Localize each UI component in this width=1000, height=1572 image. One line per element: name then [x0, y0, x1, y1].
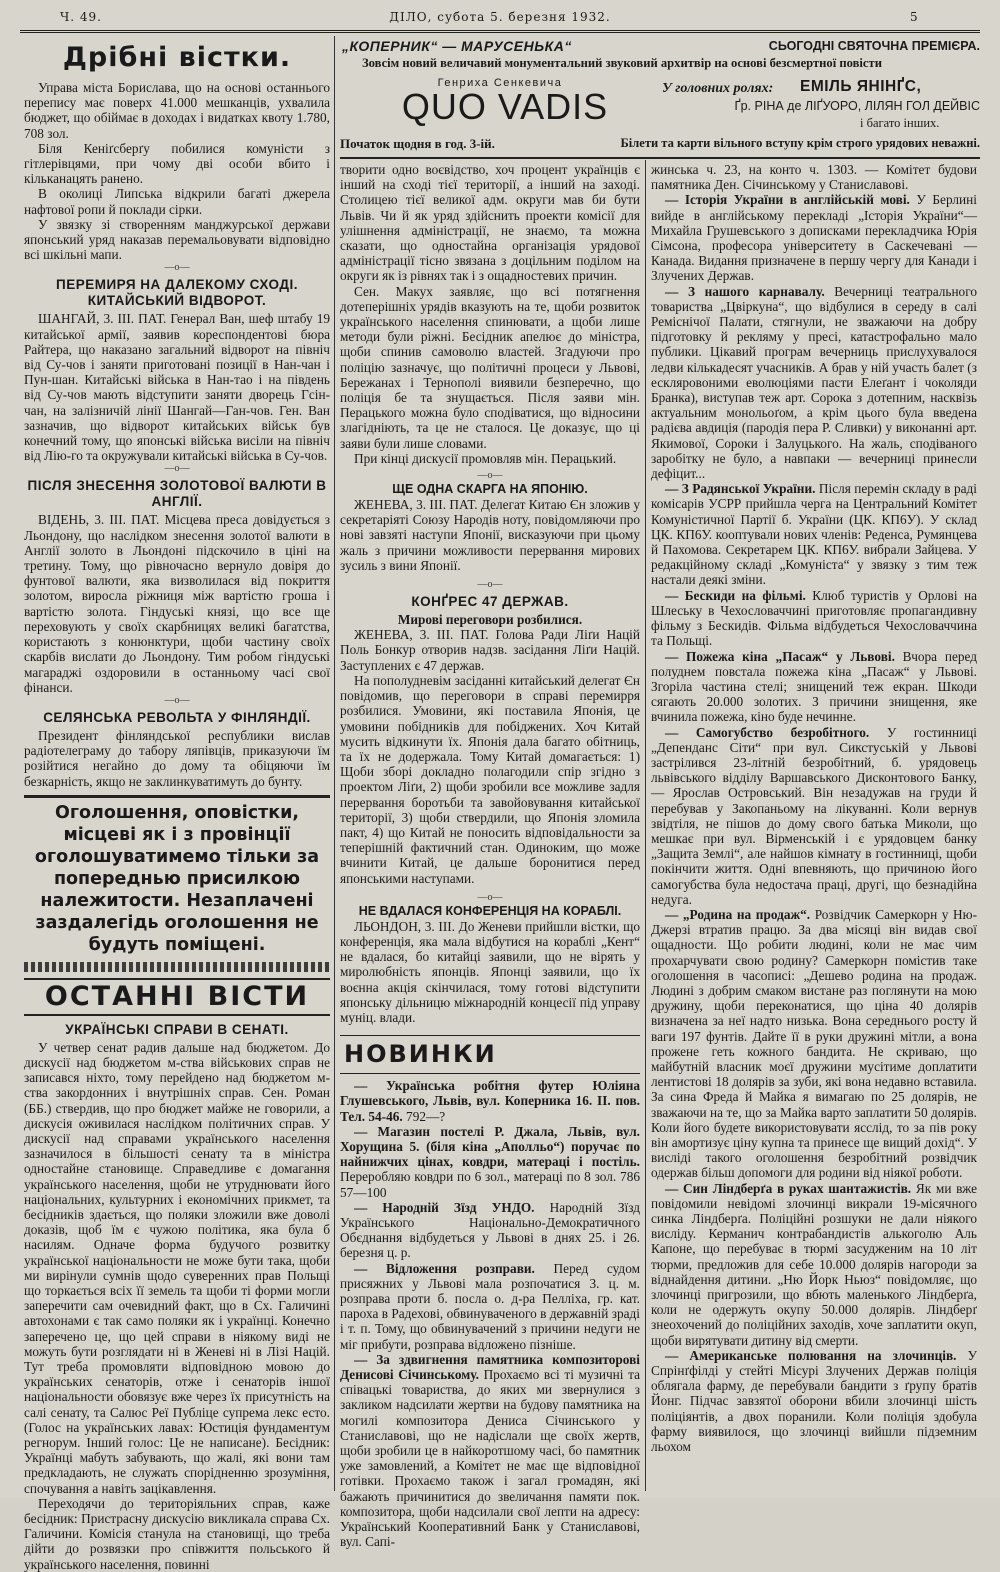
news-item: [651, 1348, 977, 1454]
article-body: На пополудневім засіданні китайський делегат Єн повідомив, що переговори в справі перемирря розбилися. Умовини, які поставила Японія, це умовини побідників для побіджених. Хоч Китай мусить відкинути їх. Японія дала багато обітниць, та їх не додержала. Тому Китай домагається: 1) Щоби зборі докладно полагодили спір згідно з проектом Ліґи, 2) щоби зробили все можливе задля перервання боротьби та завойовування китайської території, 3) щоби ствердили, що Японія зломила пакт, 4) що Китай не поносить відповідальности за теперішній фактичний стан. Одиноким, що може вчинити Китай, це дальше боронитися перед японськими наступами.: [340, 672, 640, 886]
news-item-lead: — Син Ліндберґа в руках шантажистів.: [665, 1180, 912, 1196]
news-item-lead: — Магазин постелі Р. Джала, Львів, вул. Хорущина 5. (біля кіна „Аполльо“) поручає по найнижчих цінах, ковдри, матераці і постіль.: [340, 1123, 640, 1170]
article-body: У четвер сенат радив дальше над бюджетом. До дискусії над бюджетом м-ства військових справ не записався ніхто, тому перейдено над бюджетом м-ства закордонних і внутрішніх справ. Сен. Роман (ББ.) ствердив, що про бюджет майже не говорили, а дискусія оживилася наслідком політичних справ. У дискусії над справами українського населення зазначилося в більшості сенату та в міністра одностайне становище. Справедливе є домагання українського населення, щоби не утруднювати його національних, культурних і економічних прикмет, та бесідників здається, що поляки зложили вже доволі доказів, щоб їм є чужою політика, яка була б насилям. Одначе форма будучого розвитку української національности не може бути така, щоби ми вирінули сумнів щодо суверенних прав Польщі що торкається всіх її земель та щоби ті форми могли заперечити сам очевидний факт, що в Сх. Галичині автохонами є так само поляки як і українці. Конечно заперечено це, що цей справи в ніякому виді не можуть бути розглядати ні в Женеві ні в Лізі Націй. Тут треба промовляти відповідною мовою до українських сенаторів, отже і сенаторів іншої національности обовязує вже через їх присутність на салі сенату, та Салюс Реї Публіце супрема лекс есто. (Голос на українських лавах: Юстиція фундаментум регнорум. Інший голос: Це не написане). Бесідник: Українці мабуть забувають, що жалі, які вони там предкладають, не служать спорідненню зрозуміння, спочування а навіть зацікавлення.: [24, 1039, 330, 1496]
news-item: [340, 1078, 640, 1124]
news-item: [651, 588, 977, 649]
separator: —o—: [164, 262, 190, 274]
news-item: [651, 192, 977, 283]
section-heading: ПЕРЕМИРЯ НА ДАЛЕКОМУ СХОДІ. КИТАЙСЬКИЙ ВІДВОРОТ.: [55, 277, 298, 309]
news-item-lead: — За здвигнення памятника композиторові Денисові Січинському.: [340, 1351, 640, 1383]
premiere-label: СЬОГОДНІ СВЯТОЧНА ПРЕМІЄРА.: [768, 39, 980, 53]
news-item-lead: — „Родина на продаж“.: [665, 906, 811, 922]
section-subheading: Мирові переговори розбилися.: [397, 612, 583, 628]
news-item: [651, 907, 977, 1181]
news-item-text: 792—?: [402, 1108, 446, 1124]
cinema-name: „КОПЕРНИК“ — МАРУСЕНЬКА“: [342, 38, 572, 54]
article-body: При кінці дискусії промовляв мін. Перацький.: [354, 450, 617, 466]
novelties-title: НОВИНКИ: [344, 1040, 497, 1069]
film-title: QUO VADIS: [401, 86, 609, 127]
news-item-lead: — Народній Зїзд УНДО.: [354, 1199, 535, 1215]
article-body: Переходячи до територіяльних справ, каже бесідник: Пристрасну дискусію викликала справа Сх. Галичини. Комісія станула на становищі, що треба дійти до розвязки про співжиття польського й українського населення, повинні: [24, 1495, 330, 1572]
header-rule: [20, 30, 980, 33]
news-item-lead: — Самогубство безробітного.: [665, 724, 870, 740]
news-item-text: Клюб туристів у Орлові на Шлеську в Чехословаччині приготовляє пропагандивну фільму з Бескидів. Фільма відбудеться Чехословаччина та Польщі.: [651, 587, 977, 649]
news-item: В околиці Липська відкрили багаті джерела нафтової ропи й поклади сірки.: [24, 186, 330, 217]
separator: —o—: [477, 470, 503, 482]
cast-more: і багато інших.: [860, 116, 940, 130]
ornament-border: [24, 962, 330, 972]
separator: —o—: [477, 891, 503, 903]
news-item-lead: — Пожежа кіна „Пасаж“ у Львові.: [665, 648, 895, 664]
ticket-notice: Білети та карти вільного вступу крім строго урядових неважні.: [620, 136, 980, 150]
section-heading: ПІСЛЯ ЗНЕСЕННЯ ЗОЛОТОВОЇ ВАЛЮТИ В АНГЛІЇ.: [27, 478, 327, 510]
article-body: Сен. Макух заявляє, що всі потягнення дотеперішніх урядів вказують на те, щоби розвиток українського населення спинювати, а щоби лише методи були ріжні. Бесідник апелює до міністра, щоби спинив самоволю властей. Згадуючи про поліцію зазначує, що політичні процеси у Львові, Бережанах і Тернополі виявили безперечно, що поліція бе та знущається. Після заяви мін. Перацького можна було сподіватися, що відносини злагідніють, та це не сталося. Це доказує, що ці заяви були лише словами.: [340, 283, 640, 451]
masthead: ДІЛО, субота 5. березня 1932.: [389, 10, 611, 24]
news-item-lead: — Історія України в англійській мові.: [665, 192, 910, 208]
news-item: [340, 1124, 640, 1200]
showtime: Початок щодня в год. 3-ій.: [340, 136, 495, 151]
news-item: [651, 725, 977, 907]
news-item: [651, 1181, 977, 1348]
column-rule: [334, 36, 335, 1491]
news-item-text: Народній Зїзд Українського Національно-Демократичного Обєднання відбудеться у Львові в днях 25. і 26. березня ц. р.: [340, 1199, 640, 1261]
article-body: ЖЕНЕВА, 3. ІІІ. ПАТ. Голова Ради Ліґи Націй Поль Бонкур отворив надзв. засідання Ліґи Націй. Заступлених є 47 держав.: [340, 627, 640, 673]
news-item-lead: — Американське полювання на злочинців.: [665, 1347, 957, 1363]
news-item-text: Переробляю ковдри по 6 зол., матераці по 8 зол. 786 57—100: [340, 1169, 640, 1200]
advert-notice: Оголошення, оповістки, місцеві як і з провінції оголошуватимемо тільки за попереднью присилкою належитости. Незаплачені заздалегідь оголошення не будуть поміщені.: [34, 802, 320, 955]
section-heading: СЕЛЯНСЬКА РЕВОЛЬТА У ФІНЛЯНДІЇ.: [43, 709, 311, 725]
news-item-text: Перед судом присяжних у Львові мала розпочатися 3. ц. м. розправа проти б. посла о. д-ра Пелліха, гр. кат. пароха в Радехові, обвинуваченого в державній зраді і т. п. Тому, що обвинувачений з причини недуги не міг прибути, розправа відложено пізніше.: [340, 1260, 640, 1352]
news-item: Управа міста Борислава, що на основі останнього перепису має поверх 41.000 мешканців, ухвалила бюджет, що обіймає в доходах і видатках квоту 1.780, 708 зол.: [24, 80, 330, 141]
left-column: [24, 36, 330, 1572]
news-item: жинська ч. 23, на конто ч. 1303. — Комітет будови памятника Ден. Січинському у Станиславові.: [651, 162, 977, 193]
news-item: [651, 284, 977, 482]
news-item: [340, 1200, 640, 1261]
roles-label: У головних ролях:: [662, 81, 774, 96]
section-heading: ЩЕ ОДНА СКАРГА НА ЯПОНІЮ.: [392, 482, 588, 497]
news-item-lead: — Відложення розправи.: [354, 1260, 535, 1276]
article-body: ШАНГАЙ, 3. ІІІ. ПАТ. Генерал Ван, шеф штабу 19 китайської армії, заявив кореспондентові бюра Райтера, що наказано загальний відворот на північ від Су-чов і заняти приготовані позиції в Нан-чан і Пун-шан. Китайські війська в Нан-тао і на південь від Су-чов мають відступити заняти дворець Гсін-чан, на залізничій лінії Шангай—Ган-чов. Ген. Ван зазначив, що відворот китайських військ був конечний тому, що японські війська висіли на північ від Лію-го та окружували китайські війська в Су-чов.: [24, 311, 330, 464]
article-body: Президент фінляндської республики вислав радіотелеграму до табору ляпівців, приказуючи їм розійтися негайно до дому та обіцяючи їм безкарність, якщо не заклинкуватимуть до бунту.: [24, 727, 330, 789]
divider: [24, 795, 330, 798]
article-body: ЛЬОНДОН, 3. ІІІ. До Женеви прийшли вістки, що конференція, яка мала відбутися на кораблі „Кент“ не вдалася, бо китайці заявили, що не вірять у миролюбність японців. Японці заявили, що їх воєнна акція скінчилася, тому готові відступити японську дільницю міжнародній концесії під управу муніц. влади.: [340, 918, 640, 1025]
lead-actor: ЕМІЛЬ ЯНІНҐС,: [800, 78, 922, 95]
news-item: У звязку зі створенням манджурської держави японський уряд наказав перемальовувати відповідно всі шкільні мапи.: [24, 216, 330, 263]
article-body: творити одно воєвідство, хоч процент українців є інший на сході тієї території, а інший на заході. Столицею тієї великої адм. округи мав би бути Львів. Чи й як уряд здійснить проекти комісії для улішнення адміністрації, не знаємо, та можна сказати, що одностайна організація урядової адміністрації тісно звязана з доцільним поділом на округи як із рівнях так і з ощадностевих причин.: [340, 162, 640, 284]
news-item-lead: — З Радянської України.: [665, 481, 816, 497]
short-news-title: Дрібні вістки.: [62, 42, 292, 73]
section-heading: НЕ ВДАЛАСЯ КОНФЕРЕНЦІЯ НА КОРАБЛІ.: [358, 903, 622, 918]
separator: —o—: [477, 579, 503, 591]
news-item: [340, 1352, 640, 1550]
latest-news-title: ОСТАННІ ВІСТИ: [24, 978, 330, 1016]
section-heading: УКРАЇНСЬКІ СПРАВИ В СЕНАТІ.: [65, 1021, 289, 1037]
cast-list: Ґр. РІНА де ЛІҐУОРО, ЛІЛЯН ГОЛ ДЕЙВІС: [734, 99, 980, 113]
news-item: Біля Кеніґсберґу побилися комуністи з гітлерівцями, при чому дві особи вбито і кільканацять ранено.: [24, 140, 330, 187]
news-item-text: У гостинниці „Депенданс Сіти“ при вул. Сикстуській у Львові застрілився 23-літній безробітний, б. урядовець львівського відділу Варшавського Дисконтового Банку, — Ярослав Островський. Він незадужав на груди й перебував у Закопаньому на лікуванні. Коли вернув звідтіля, не пішов до дому свого батька Миколи, що мешкає при вул. Вірменській і є урядовцем банку „Защита Землі“, але найшов кімнату в гостинниці, щоби покінчити життя. Одні впевняють, що причиною його самогубства була недостача праці, другі, що безнадійна недуга.: [651, 724, 977, 907]
separator: —o—: [164, 694, 190, 706]
cinema-advertisement: [340, 36, 980, 156]
news-item-text: Прохаємо всі ті музичні та співацькі товариства, до яких ми звернулися з закликом надсилати жертви на будову памятника на могилі композитора Дениса Січинського у Станиславові, що не надіслали ще своїх жертв, щоби зробили це в найкоротшому часі, бо памятник уже замовлений, а Комітет не має ще відповідної готівки. Прохаємо також і загал громадян, які бажають причинитися до звеличання памяти пок. композитора, щоби надсилали свої лепти на адресу: Український Кооперативний Банк у Станиславові, вул. Сапі-: [340, 1367, 640, 1550]
news-item-text: Вечерниці театрального товариства „Цвіркуна“, що відбулися в середу в салі Реміснічої Палати, стягнули, не зважаючи на добру підготовку й рекляму у пресі, катастрофально мало публики. Цікавий програм вечерниць прислухувалося ледви кількадесят учасників. А брав у ній участь балет (з ескляровоними еволюціями пасти Елеґант і чоколяди Бранка), виступав теж арт. Сорока з дотепним, насквізь актуальним монольоґом, а крім цього була введена радієва авдиція (пародія пера Р. Сливки) у виконанні арт. Якимової, Сороки і Залуцького. На жаль, сподіваного заробітку не було, а навпаки — вечерниці принесли дефіцит...: [651, 283, 977, 482]
news-item-lead: — Українська робітня футер Юліяна Глушевського, Львів, вул. Коперника 16. ІІ. пов. Тел. 54-46.: [340, 1078, 640, 1124]
news-item-lead: — Бескиди на фільмі.: [665, 587, 806, 603]
news-item-text: Вчора перед полуднем повстала пожежа кіна „Пасаж“ у Львові. Згоріла частина стелі; знищений теж екран. Шкоди сягають 20.000 золотих. З причини знищення, яке вчинила пожежа, кіно буде нечинне.: [651, 648, 977, 725]
middle-column: [340, 162, 640, 1550]
divider: [340, 1073, 640, 1074]
film-author: Генриха Сенкевича: [437, 77, 563, 89]
right-column: [651, 162, 977, 1491]
news-item-lead: — З нашого карнавалу.: [665, 283, 825, 299]
news-item-text: У Берлині вийде в англійському перекладі „Історія України“—Михайла Грушевського з дописками перекладчика Юрія Сімсона, професора університету в Саскечевані — Канада. Видання призначене в першу чергу для Канади і Злучених Держав.: [651, 192, 977, 284]
page-label: Ч. 49.: [60, 10, 102, 24]
news-item: [651, 649, 977, 725]
article-body: ЖЕНЕВА, 3. ІІІ. ПАТ. Делегат Китаю Єн зложив у секретаріяті Союзу Народів ноту, повідомляючи про нові завзяті наступи Японії, висказуючи при цьому жаль з причини можливости перервання мирових зусиль з вини Японії.: [340, 497, 640, 573]
news-item-text: Як ми вже повідомили невідомі злочинці викрали 19-місячного синка Ліндберґа. Поліційні розшуки не дали ніякого висліду. Керманич контрабандистів алькоголю Аль Капоне, що перебуває в тюрмі засудженим на 10 літ тюрми, предложив для себе 10.000 долярів нагороди за віднайдення дитини. „Ню Йорк Ньюз“ повідомляє, що злочинці пригрозили, що вбють маленького Ліндберґа, коли не одержуть окупу 50.000 долярів. Ліндберґ знеохочений до поліційних заходів, хоче заплатити окуп, щоби вирятувати дитину від смерти.: [651, 1180, 977, 1348]
page-number: 5: [910, 10, 919, 24]
separator: —o—: [164, 463, 190, 475]
ad-bottom-rule: [340, 157, 980, 159]
divider: [340, 1035, 640, 1036]
news-item: [340, 1261, 640, 1352]
news-item-text: Розвідчик Самеркорн у Ню-Джерзі втратив працю. За два місяці він видав свої ощадности. Що робити людині, коли не має чим прохарчувати свою родину? Самеркорн помістив таке оголошення в часописі: „Дешево родина на продаж. Людині з добрим смаком вистане раз поглянути на мою дружину, щоби переконатися, що ціна 40 долярів визначена за неї надто низька. Вона середнього росту й ваги 197 фунтів. Дайте її в руки дружині мітли, а вона прожене геть кожного бандита. Не скриваю, що майбутній власник моєї дружини мусітиме доплатити лентистові 18 долярів за зуби, які вона недавно вставила. За сина Фреда й Майка я вимагаю по 25 долярів, не зважаючи на те, що за Майка варто заплатити 50 долярів. Коли його будете використовувати ясслід, то за пів року він амортизує ціну купна та принесе ще вищий дохід“. У висліді такого оголошення безробітний розвідчик одержав більш допомоги для родини від ніякої роботи.: [651, 906, 977, 1181]
section-heading: КОНҐРЕС 47 ДЕРЖАВ.: [411, 594, 569, 610]
news-item-text: У Спрінґфілді у стейті Місурі Злучених Держав поліція облягала фарму, де перебували бандити з ґрупу братів Йонг. Підчас завзятої оборони вбили злочинці шість поліціянтів, а двох поранили. Коли поліція здобула фарму виявилося, що злочинці вийшли підземним льохом: [651, 1347, 977, 1455]
article-body: ВІДЕНЬ, 3. ІІІ. ПАТ. Місцева преса довідується з Льондону, що наслідком знесення золотої валюти в Англії золото в Льондоні підскочило в ціні на третину. Тому, що рівночасно вернуло довіря до фунтової валюти, яка визволилася від покриття золотом, виросла ріжниця між вартістю гроша і вартістю золота. Гіндуські князі, що все ще переховують у своїх скарбницях великі багатства, користають з конюнктури, щоби частину своїх скарбів вислати до Льондону. Тим робом гіндуські магараджі оздоровили в останньому часі свої фінанси.: [24, 512, 330, 695]
film-description: Зовсім новий величавий монументальний звуковий архитвір на основі безсмертної повісти: [362, 56, 882, 70]
column-rule: [645, 160, 646, 1491]
news-item-text: Після перемін складу в раді комісарів УСРР прийшла черга на Центральний Комітет Комуністичної Партії б. України (ЦК. КП6У). У склад ЦК. КП6У. кооптували нових членів: Реденса, Румянцева й Пахомова. Секретарем ЦК. КП6У. вибрали Зайцева. У редакційному складі „Комуніста“ у звязку з тим теж настали деякі зміни.: [651, 481, 978, 588]
news-item: [651, 481, 977, 587]
